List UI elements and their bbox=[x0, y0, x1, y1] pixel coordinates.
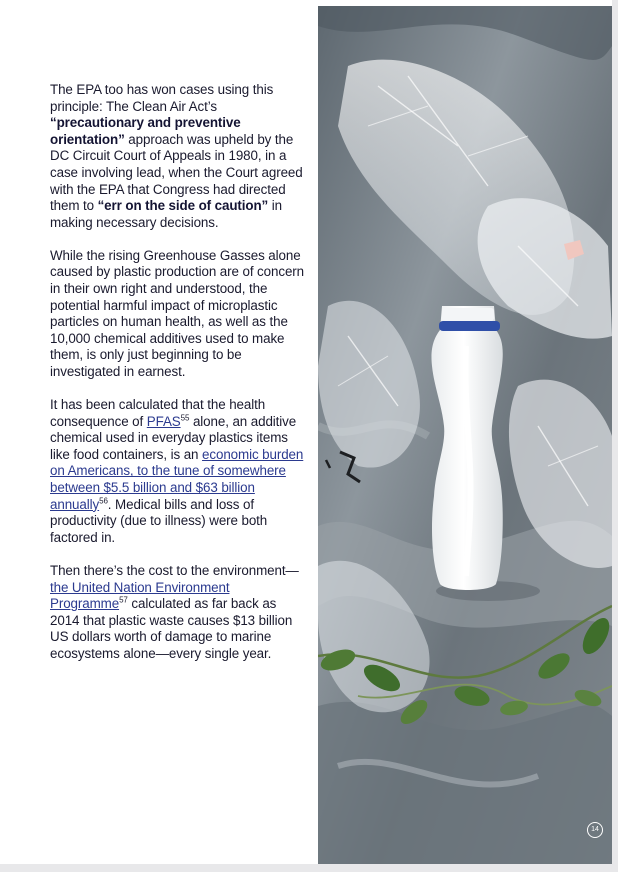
text-span: calculated as far back as 2014 that plastic waste causes $13 billion US dollars worth of damage to marine ecosystems alone—every single year. bbox=[50, 596, 293, 661]
paragraph-environment bbox=[50, 563, 304, 663]
text-span: The EPA too has won cases using this principle: The Clean Air Act’s bbox=[50, 82, 274, 114]
text-span: in making necessary decisions. bbox=[50, 198, 282, 230]
pfas-link[interactable]: PFAS bbox=[146, 413, 181, 429]
paragraph-greenhouse: While the rising Greenhouse Gasses alone caused by plastic production are of concern in their own right and understood, the potential harmful impact of microplastic particles on human health, as well as the 10,000 chemical additives used to make them, is only just beginning to be investigated in earnest. bbox=[50, 247, 304, 379]
plastic-bottle-photo bbox=[318, 6, 612, 864]
economic-burden-link[interactable]: economic burden on Americans, to the tune of somewhere between $5.5 billion and $63 billion annually bbox=[50, 446, 304, 512]
page-edge-bottom bbox=[0, 864, 618, 872]
text-span: It has been calculated that the health consequence of bbox=[50, 397, 266, 429]
paragraph-epa bbox=[50, 82, 304, 231]
text-span: Then there’s the cost to the environment— bbox=[50, 562, 299, 578]
body-text-column bbox=[50, 82, 304, 679]
unep-link[interactable]: the United Nation Environment Programme bbox=[50, 579, 230, 612]
emphasis-err-caution: “err on the side of caution” bbox=[97, 198, 269, 214]
paragraph-pfas bbox=[50, 397, 304, 546]
page-number-badge: 14 bbox=[587, 822, 603, 838]
page-edge-right bbox=[612, 0, 618, 872]
footnote-55[interactable]: 55 bbox=[180, 413, 190, 423]
emphasis-precautionary: “precautionary and preventive orientation” bbox=[50, 115, 241, 147]
photo-illustration bbox=[318, 6, 612, 864]
text-span: alone, an additive chemical used in everyday plastics items like food containers, is an bbox=[50, 413, 297, 462]
text-span: approach was upheld by the DC Circuit Court of Appeals in 1980, in a case involving lead, when the Court agreed with the EPA that Congress had directed them to bbox=[50, 131, 303, 214]
bottle-cap-ring bbox=[439, 321, 500, 331]
text-span: . Medical bills and loss of productivity (due to illness) were both factored in. bbox=[50, 496, 268, 545]
footnote-56[interactable]: 56 bbox=[99, 496, 108, 506]
footnote-57[interactable]: 57 bbox=[119, 595, 128, 605]
